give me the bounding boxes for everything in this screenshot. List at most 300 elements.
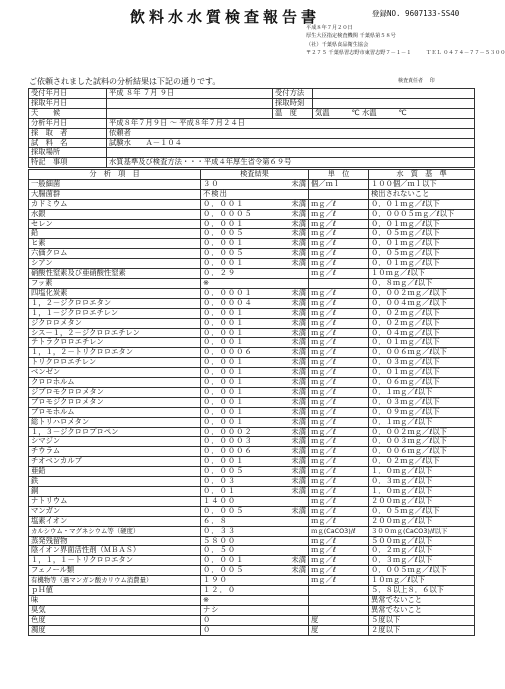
result-cell	[201, 457, 309, 467]
unit-cell	[309, 189, 369, 199]
unit-cell: ｍｇ／ℓ	[309, 378, 369, 388]
info-value: 試験水 Ａ－１０４	[107, 138, 475, 148]
result-value: １２．０	[203, 585, 237, 595]
result-cell	[201, 249, 309, 259]
issuer-address: 〒２７５ 千葉県習志野市東習志野７－１－１	[306, 50, 412, 57]
result-cell	[201, 546, 309, 556]
unit-cell: ｍｇ／ℓ	[309, 506, 369, 516]
result-value: ０．３３	[203, 525, 237, 535]
analysis-item: ジクロロメタン	[29, 318, 201, 328]
unit-cell	[309, 595, 369, 605]
result-value: ０．００１	[203, 406, 245, 416]
table-row	[29, 576, 475, 586]
result-value: ０．００５	[203, 505, 245, 515]
result-cell	[201, 467, 309, 477]
standard-cell: ０．０００５ｍｇ／ℓ以下	[369, 209, 475, 219]
info-value-2: 気温 ℃ 水温 ℃	[313, 108, 475, 118]
unit-cell: ｍｇ／ℓ	[309, 576, 369, 586]
standard-cell: ２００ｍｇ／ℓ以下	[369, 496, 475, 506]
analysis-item: 水銀	[29, 209, 201, 219]
result-note: 未満	[291, 218, 306, 228]
standard-cell: ０．１ｍｇ／ℓ以下	[369, 387, 475, 397]
result-value: ０．００１	[203, 357, 245, 367]
result-note: 未満	[291, 386, 306, 396]
table-row	[29, 457, 475, 467]
table-row	[29, 259, 475, 269]
standard-cell: ０．０５ｍｇ／ℓ以下	[369, 229, 475, 239]
analysis-item: フッ素	[29, 278, 201, 288]
result-value: ０．０００４	[203, 297, 253, 307]
info-label: 採取場所	[29, 148, 107, 158]
result-value: ０．０１	[203, 486, 237, 495]
result-value: ０．００１	[203, 238, 245, 248]
table-row	[29, 358, 475, 368]
analysis-item: クロロホルム	[29, 378, 201, 388]
result-note: 未満	[291, 505, 306, 515]
standard-cell: ０．００２ｍｇ／ℓ以下	[369, 288, 475, 298]
result-note: 未満	[291, 446, 306, 456]
info-label: 特記 事項	[29, 158, 107, 168]
unit-cell: ｍｇ／ℓ	[309, 239, 369, 249]
table-row	[29, 516, 475, 526]
result-value: ０．０００１	[203, 287, 253, 297]
standard-cell: ０．００６ｍｇ／ℓ以下	[369, 348, 475, 358]
analysis-item: シマジン	[29, 437, 201, 447]
result-value: ０．００１	[203, 377, 245, 387]
unit-cell: ｍｇ／ℓ	[309, 209, 369, 219]
unit-cell	[309, 278, 369, 288]
table-row	[29, 318, 475, 328]
unit-cell: ｍｇ／ℓ	[309, 397, 369, 407]
standard-cell: ３００ｍｇ(CaCO3)/ℓ以下	[369, 526, 475, 536]
standard-cell: ０．０２ｍｇ／ℓ以下	[369, 318, 475, 328]
unit-cell: ｍｇ／ℓ	[309, 437, 369, 447]
table-row	[29, 605, 475, 615]
result-note: 未満	[291, 466, 306, 476]
column-header-unit: 単 位	[309, 170, 369, 180]
info-value: 水質基準及び検査方法・・・平成４年厚生省令第６９号	[107, 158, 475, 168]
analysis-item: フェノール類	[29, 566, 201, 576]
unit-cell	[309, 605, 369, 615]
table-row	[29, 308, 475, 318]
table-row	[29, 278, 475, 288]
analysis-item: ナトリウム	[29, 496, 201, 506]
standard-cell: 異常でないこと	[369, 595, 475, 605]
result-cell	[201, 229, 309, 239]
table-row	[29, 437, 475, 447]
table-row	[29, 417, 475, 427]
unit-cell: ｍｇ／ℓ	[309, 536, 369, 546]
standard-cell: ０．０５ｍｇ／ℓ以下	[369, 506, 475, 516]
result-cell	[201, 487, 309, 497]
analysis-item: ジブロモクロロメタン	[29, 387, 201, 397]
unit-cell: ｍｇ／ℓ	[309, 269, 369, 279]
result-cell	[201, 219, 309, 229]
analysis-item: 味	[29, 595, 201, 605]
inspector-signature: 検査責任者 印	[398, 78, 435, 84]
result-cell	[201, 615, 309, 625]
standard-cell: ０．０１ｍｇ／ℓ以下	[369, 219, 475, 229]
standard-cell: ２００ｍｇ／ℓ以下	[369, 516, 475, 526]
result-note: 未満	[291, 396, 306, 406]
unit-cell: ｍｇ／ℓ	[309, 229, 369, 239]
result-cell	[201, 447, 309, 457]
table-row	[29, 249, 475, 259]
analysis-item: 陰イオン界面活性剤（ＭＢＡＳ）	[29, 546, 201, 556]
standard-cell: ０．０１ｍｇ／ℓ以下	[369, 338, 475, 348]
unit-cell: ｍｇ／ℓ	[309, 447, 369, 457]
result-cell	[201, 437, 309, 447]
standard-cell: ０．００４ｍｇ／ℓ以下	[369, 298, 475, 308]
unit-cell: ｍｇ／ℓ	[309, 477, 369, 487]
info-row	[29, 118, 475, 128]
analysis-item: セレン	[29, 219, 201, 229]
table-row	[29, 199, 475, 209]
result-note: 未満	[291, 456, 306, 466]
result-note: 未満	[291, 486, 306, 495]
result-note: 未満	[291, 198, 306, 208]
analysis-item: ヒ素	[29, 239, 201, 249]
table-row	[29, 338, 475, 348]
unit-cell: ｍｇ／ℓ	[309, 387, 369, 397]
table-row	[29, 427, 475, 437]
result-cell	[201, 407, 309, 417]
unit-cell: ｍｇ／ℓ	[309, 318, 369, 328]
result-value: ナシ	[203, 604, 220, 614]
issuer-line: 厚生大臣指定検査機関 千葉県第５８号	[306, 33, 396, 40]
result-note: 未満	[291, 178, 306, 188]
standard-cell: １．０ｍｇ／ℓ以下	[369, 487, 475, 497]
table-row	[29, 487, 475, 497]
standard-cell: ０．００６ｍｇ／ℓ以下	[369, 447, 475, 457]
standard-cell: １０ｍｇ／ℓ以下	[369, 269, 475, 279]
info-value	[107, 98, 273, 108]
result-value: ０	[203, 614, 212, 624]
standard-cell: ０．００２ｍｇ／ℓ以下	[369, 427, 475, 437]
unit-cell: ｍｇ／ℓ	[309, 308, 369, 318]
info-label: 採取年月日	[29, 98, 107, 108]
result-note: 未満	[291, 565, 306, 575]
unit-cell: ｍｇ／ℓ	[309, 288, 369, 298]
result-value: ０．００１	[203, 327, 245, 337]
result-note: 未満	[291, 287, 306, 297]
analysis-item: チオベンカルブ	[29, 457, 201, 467]
result-value: ０．００１	[203, 386, 245, 396]
unit-cell: 度	[309, 615, 369, 625]
standard-cell: ５００ｍｇ／ℓ以下	[369, 536, 475, 546]
result-value: ３０	[203, 178, 220, 188]
result-value: ０．００１	[203, 337, 245, 347]
result-value: ０．００５	[203, 565, 245, 575]
result-note: 未満	[291, 248, 306, 258]
result-cell	[201, 566, 309, 576]
analysis-item: シアン	[29, 259, 201, 269]
result-note: 未満	[291, 347, 306, 357]
result-value: ６．８	[203, 515, 228, 525]
standard-cell: ０．０３ｍｇ／ℓ以下	[369, 397, 475, 407]
result-cell	[201, 427, 309, 437]
standard-cell: ０．１ｍｇ／ℓ以下	[369, 417, 475, 427]
analysis-item: ベンゼン	[29, 368, 201, 378]
standard-cell: ０．０９ｍｇ／ℓ以下	[369, 407, 475, 417]
table-row	[29, 209, 475, 219]
result-note: 未満	[291, 307, 306, 317]
table-row	[29, 397, 475, 407]
table-row	[29, 229, 475, 239]
result-cell	[201, 417, 309, 427]
info-row	[29, 148, 475, 158]
result-value: ０．０３	[203, 476, 237, 486]
result-cell	[201, 259, 309, 269]
result-cell	[201, 595, 309, 605]
standard-cell: ０．３ｍｇ／ℓ以下	[369, 556, 475, 566]
document-number: 登録NO. 9607133-SS40	[372, 9, 460, 18]
result-cell	[201, 387, 309, 397]
analysis-item: １，１，１－トリクロロエタン	[29, 556, 201, 566]
result-cell	[201, 397, 309, 407]
result-note: 未満	[291, 297, 306, 307]
unit-cell: ｍｇ／ℓ	[309, 556, 369, 566]
analysis-item: テトラクロロエチレン	[29, 338, 201, 348]
analysis-item: 色度	[29, 615, 201, 625]
result-note: 未満	[291, 406, 306, 416]
analysis-item: 硝酸性窒素及び亜硝酸性窒素	[29, 269, 201, 279]
table-row	[29, 348, 475, 358]
standard-cell: ０．００３ｍｇ／ℓ以下	[369, 437, 475, 447]
analysis-item: トリクロロエチレン	[29, 358, 201, 368]
analysis-item: 蒸発残留物	[29, 536, 201, 546]
result-cell	[201, 179, 309, 189]
info-row	[29, 89, 475, 99]
issuer-block	[306, 24, 505, 58]
unit-cell: ｍｇ／ℓ	[309, 199, 369, 209]
result-value: ０．０００６	[203, 446, 253, 456]
table-row	[29, 615, 475, 625]
analysis-item: シス－１，２－ジクロロエチレン	[29, 328, 201, 338]
result-cell	[201, 298, 309, 308]
report-title: 飲料水水質検査報告書	[130, 8, 321, 26]
analysis-item: 濁度	[29, 625, 201, 635]
table-row	[29, 477, 475, 487]
result-cell	[201, 239, 309, 249]
analysis-item: カドミウム	[29, 199, 201, 209]
info-label-2: 温 度	[273, 108, 313, 118]
result-cell	[201, 278, 309, 288]
analysis-item: ｐＨ値	[29, 586, 201, 596]
result-cell	[201, 536, 309, 546]
result-cell	[201, 318, 309, 328]
result-value: ０．００１	[203, 258, 245, 268]
info-value-2	[313, 98, 475, 108]
info-value: 平成８年７月９日 ～ 平成８年７月２４日	[107, 118, 475, 128]
result-cell	[201, 288, 309, 298]
standard-cell: ０．２ｍｇ／ℓ以下	[369, 546, 475, 556]
info-row	[29, 138, 475, 148]
table-row	[29, 179, 475, 189]
unit-cell: ｍｇ／ℓ	[309, 417, 369, 427]
table-row	[29, 328, 475, 338]
unit-cell: ｍｇ／ℓ	[309, 259, 369, 269]
result-cell	[201, 269, 309, 279]
table-row	[29, 378, 475, 388]
analysis-item: 六価クロム	[29, 249, 201, 259]
unit-cell: ｍｇ／ℓ	[309, 249, 369, 259]
standard-cell: ０．８ｍｇ／ℓ以下	[369, 278, 475, 288]
table-row	[29, 189, 475, 199]
table-row	[29, 546, 475, 556]
result-cell	[201, 209, 309, 219]
result-value: ０．００１	[203, 317, 245, 327]
standard-cell: ５．８以上８．６以下	[369, 586, 475, 596]
standard-cell: ０．０３ｍｇ／ℓ以下	[369, 358, 475, 368]
unit-cell: ｍｇ／ℓ	[309, 467, 369, 477]
result-value: ０．００１	[203, 218, 245, 228]
unit-cell	[309, 586, 369, 596]
result-cell	[201, 477, 309, 487]
standard-cell: ０．０１ｍｇ／ℓ以下	[369, 259, 475, 269]
analysis-item: カルシウム・マグネシウム等（硬度）	[29, 526, 201, 536]
info-value: 依頼者	[107, 128, 475, 138]
column-header-standard: 水 質 基 準	[369, 170, 475, 180]
analysis-item: チウラム	[29, 447, 201, 457]
table-row	[29, 239, 475, 249]
standard-cell: ０．０５ｍｇ／ℓ以下	[369, 249, 475, 259]
result-cell	[201, 576, 309, 586]
result-cell	[201, 378, 309, 388]
result-cell	[201, 556, 309, 566]
info-label: 試 料 名	[29, 138, 107, 148]
result-note: 未満	[291, 476, 306, 486]
result-value: ０．００１	[203, 198, 245, 208]
analysis-item: １，３－ジクロロプロペン	[29, 427, 201, 437]
unit-cell: ｍｇ／ℓ	[309, 358, 369, 368]
unit-cell: ｍｇ／ℓ	[309, 219, 369, 229]
result-value: ０．０００２	[203, 426, 253, 436]
result-value: ０．００５	[203, 248, 245, 258]
result-note: 未満	[291, 317, 306, 327]
unit-cell: ｍｇ／ℓ	[309, 427, 369, 437]
table-row	[29, 506, 475, 516]
result-cell	[201, 348, 309, 358]
info-table	[28, 88, 475, 168]
analysis-item: 一般細菌	[29, 179, 201, 189]
result-cell	[201, 358, 309, 368]
analysis-item: 大腸菌群	[29, 189, 201, 199]
unit-cell: ｍｇ／ℓ	[309, 566, 369, 576]
result-note: 未満	[291, 337, 306, 347]
table-row	[29, 219, 475, 229]
column-header-result: 検査結果	[201, 170, 309, 180]
column-header-item: 分 析 項 目	[29, 170, 201, 180]
unit-cell: 個／ｍｌ	[309, 179, 369, 189]
result-note: 未満	[291, 357, 306, 367]
info-value	[107, 148, 475, 158]
info-row	[29, 98, 475, 108]
issuer-line: （社）千葉県食品衛生協会	[306, 41, 369, 48]
table-row	[29, 625, 475, 635]
standard-cell: ０．００５ｍｇ／ℓ以下	[369, 566, 475, 576]
result-value: ０．００１	[203, 396, 245, 406]
table-row	[29, 556, 475, 566]
result-cell	[201, 526, 309, 536]
standard-cell: ０．０１ｍｇ／ℓ以下	[369, 239, 475, 249]
issue-date: 平成８年７月２０日	[306, 25, 353, 31]
info-label-2: 採取時刻	[273, 98, 313, 108]
table-row	[29, 368, 475, 378]
unit-cell: ｍｇ(CaCO3)/ℓ	[309, 526, 369, 536]
info-row	[29, 158, 475, 168]
analysis-item: 鉛	[29, 229, 201, 239]
result-note: 未満	[291, 555, 306, 565]
preface-text: ご依頼されました試料の分析結果は下記の通りです。	[29, 77, 221, 86]
result-cell	[201, 586, 309, 596]
standard-cell: ０．０２ｍｇ／ℓ以下	[369, 308, 475, 318]
result-value: ０．００５	[203, 466, 245, 476]
result-cell	[201, 496, 309, 506]
standard-cell: ０．０１ｍｇ／ℓ以下	[369, 199, 475, 209]
result-value: ０．０００６	[203, 347, 253, 357]
info-label-2: 受付方法	[273, 89, 313, 99]
table-row	[29, 536, 475, 546]
result-cell	[201, 328, 309, 338]
result-note: 未満	[291, 258, 306, 268]
result-cell	[201, 308, 309, 318]
unit-cell: ｍｇ／ℓ	[309, 496, 369, 506]
standard-cell: １０ｍｇ／ℓ以下	[369, 576, 475, 586]
unit-cell: ｍｇ／ℓ	[309, 516, 369, 526]
result-cell	[201, 605, 309, 615]
info-label: 受付年月日	[29, 89, 107, 99]
info-label: 分析年月日	[29, 118, 107, 128]
table-row	[29, 298, 475, 308]
result-cell	[201, 516, 309, 526]
result-value: ０．００１	[203, 555, 245, 565]
standard-cell: １．０ｍｇ／ℓ以下	[369, 467, 475, 477]
result-value: ※	[203, 594, 211, 604]
table-row	[29, 288, 475, 298]
unit-cell: ｍｇ／ℓ	[309, 368, 369, 378]
result-cell	[201, 338, 309, 348]
analysis-item: 銅	[29, 487, 201, 497]
table-row	[29, 407, 475, 417]
result-note: 未満	[291, 228, 306, 238]
info-value: 平成 ８年 ７月 ９日	[107, 89, 273, 99]
result-value: ０．００１	[203, 307, 245, 317]
info-row	[29, 128, 475, 138]
standard-cell: 検出されないこと	[369, 189, 475, 199]
analysis-item: 総トリハロメタン	[29, 417, 201, 427]
result-cell	[201, 625, 309, 635]
result-cell	[201, 368, 309, 378]
analysis-item: 有機物等（過マンガン酸カリウム消費量）	[29, 576, 201, 586]
table-row	[29, 595, 475, 605]
result-note: 未満	[291, 377, 306, 387]
unit-cell: ｍｇ／ℓ	[309, 338, 369, 348]
analysis-item: １，２－ジクロロエタン	[29, 298, 201, 308]
unit-cell: ｍｇ／ℓ	[309, 407, 369, 417]
analysis-item: 臭気	[29, 605, 201, 615]
analysis-item: 塩素イオン	[29, 516, 201, 526]
result-value: ５８００	[203, 535, 237, 545]
result-note: 未満	[291, 367, 306, 377]
analysis-item: 四塩化炭素	[29, 288, 201, 298]
result-note: 未満	[291, 238, 306, 248]
standard-cell: ０．０６ｍｇ／ℓ以下	[369, 378, 475, 388]
results-table	[28, 169, 475, 636]
standard-cell: ０．０４ｍｇ／ℓ以下	[369, 328, 475, 338]
result-note: 未満	[291, 426, 306, 436]
unit-cell: ｍｇ／ℓ	[309, 487, 369, 497]
